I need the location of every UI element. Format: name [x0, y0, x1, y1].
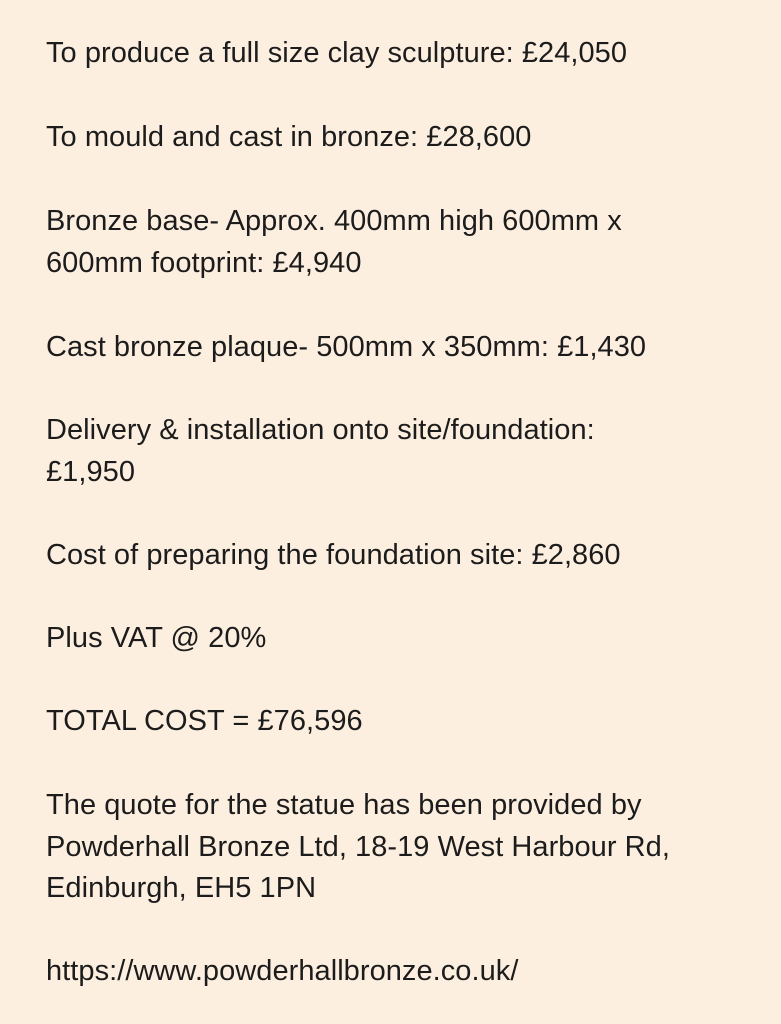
vat-note: Plus VAT @ 20%	[46, 622, 267, 654]
mould-cast-cost: To mould and cast in bronze: £28,600	[46, 121, 532, 153]
clay-sculpture-cost: To produce a full size clay sculpture: £24,050	[46, 37, 628, 69]
delivery-cost-line-1: Delivery & installation onto site/foundation:	[46, 414, 595, 446]
quote-source-line-1: The quote for the statue has been provided by	[46, 789, 642, 821]
bronze-base-cost-line-1: Bronze base- Approx. 400mm high 600mm x	[46, 205, 622, 237]
bronze-base-cost-line-2: 600mm footprint: £4,940	[46, 247, 362, 279]
total-cost: TOTAL COST = £76,596	[46, 705, 363, 737]
quote-source-line-2: Powderhall Bronze Ltd, 18-19 West Harbour Rd,	[46, 831, 670, 863]
delivery-cost-line-2: £1,950	[46, 456, 135, 488]
website-url: https://www.powderhallbronze.co.uk/	[46, 955, 519, 987]
plaque-cost: Cast bronze plaque- 500mm x 350mm: £1,430	[46, 331, 647, 363]
foundation-cost: Cost of preparing the foundation site: £2,860	[46, 539, 621, 571]
quote-source-line-3: Edinburgh, EH5 1PN	[46, 872, 317, 904]
